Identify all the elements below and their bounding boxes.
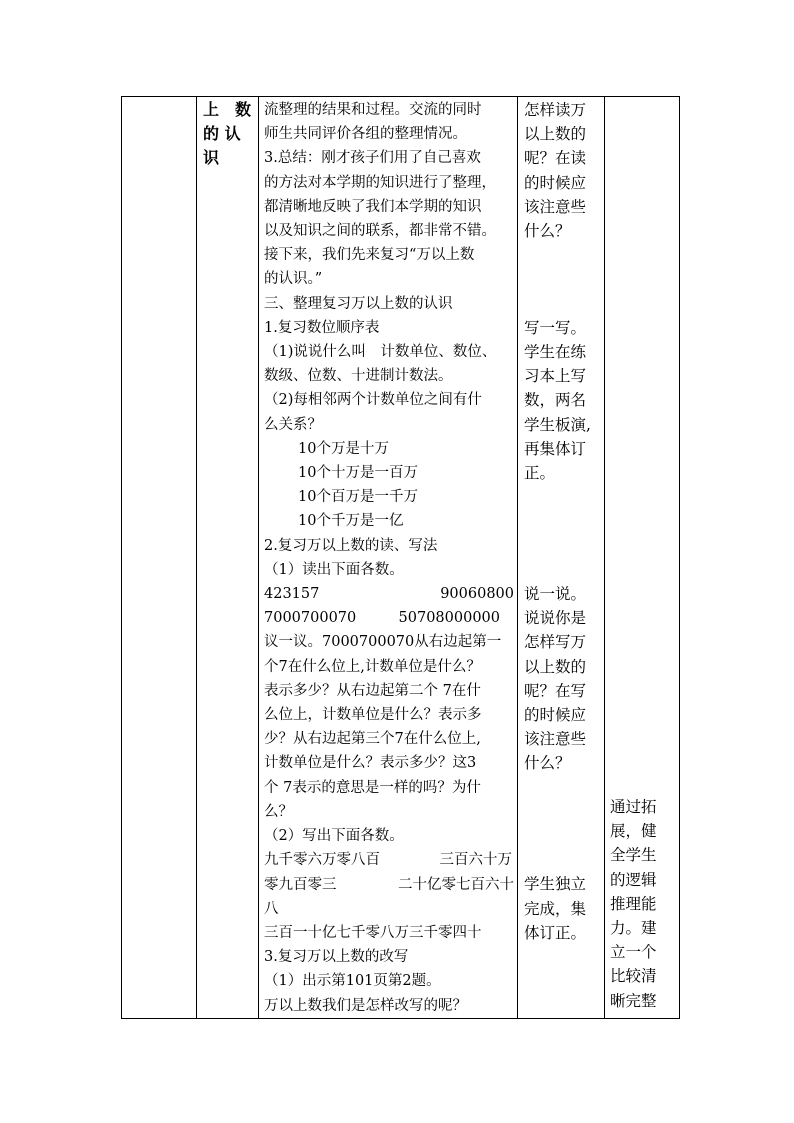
unit-relation-line: 10个万是十万 (298, 440, 389, 457)
intent-line: 展，健 (610, 822, 657, 841)
text-line: 表示多少？从右边起第二个 7在什 (264, 682, 481, 699)
text-line: 3.复习万以上数的改写 (264, 949, 409, 966)
write-row (264, 848, 514, 872)
topic-column (197, 97, 259, 1019)
number-item: 50708000000 (398, 610, 500, 627)
write-row (264, 873, 514, 897)
unit-relation-line: 10个百万是一千万 (298, 489, 418, 506)
student-line: 以上数的 (524, 125, 587, 144)
text-line: 的认识。” (264, 271, 323, 288)
text-line: 议一议。7000700070从右边起第一 (264, 634, 502, 651)
student-line: 什么？ (524, 222, 571, 241)
student-activity-column (518, 97, 605, 1019)
student-line: 该注意些 (524, 730, 587, 749)
text-line: 数级、位数、十进制计数法。 (264, 368, 453, 385)
student-line: 怎样写万 (524, 633, 587, 652)
text-line: 么？ (264, 803, 293, 820)
text-line: （1）读出下面各数。 (264, 561, 404, 578)
topic-line: 上 数 (203, 100, 252, 119)
text-line: 么位上，计数单位是什么？表示多 (264, 707, 482, 724)
student-line: 学生独立 (524, 875, 587, 894)
number-item: 90060800 (440, 586, 514, 603)
text-line: 万以上数我们是怎样改写的呢？ (264, 997, 467, 1014)
text-line: 师生共同评价各组的整理情况。 (264, 126, 467, 143)
text-line: （2）写出下面各数。 (264, 828, 404, 845)
numbers-row (264, 582, 514, 606)
write-item: 九千零六万零八百 (264, 852, 380, 869)
intent-line: 力。建 (610, 919, 657, 938)
student-line: 的时候应 (524, 705, 587, 724)
teacher-activity-column (259, 97, 518, 1019)
student-line: 以上数的 (524, 657, 587, 676)
student-line: 再集体订 (524, 439, 587, 458)
text-line: 少？从右边起第三个7在什么位上, (264, 731, 481, 748)
intent-line: 推理能 (610, 894, 657, 913)
text-line: 2.复习万以上数的读、写法 (264, 537, 438, 554)
topic-line: 识 (203, 148, 220, 168)
write-item: 三百六十万 (439, 852, 512, 869)
text-line: 3.总结：刚才孩子们用了自己喜欢 (264, 150, 481, 167)
text-line: 个 7表示的意思是一样的吗？为什 (264, 779, 481, 796)
text-line: 么关系？ (264, 416, 322, 433)
text-line: 八 (264, 900, 279, 917)
student-line: 怎样读万 (524, 101, 587, 119)
text-line: （1）出示第101页第2题。 (264, 973, 441, 990)
student-line: 呢？在写 (524, 681, 587, 700)
unit-relation-line: 10个千万是一亿 (298, 513, 404, 530)
text-line: （1)说说什么叫 计数单位、数位、 (264, 344, 497, 361)
topic-line: 的 认 (203, 124, 241, 144)
number-item: 423157 (264, 586, 320, 603)
student-line: 该注意些 (524, 197, 587, 216)
student-line: 呢？在读 (524, 149, 587, 168)
student-line: 写一写。 (524, 318, 587, 337)
intent-line: 的逻辑 (610, 870, 657, 889)
student-line: 说说你是 (524, 609, 587, 628)
intent-line: 立一个 (610, 943, 657, 962)
write-item: 零九百零三 (264, 876, 337, 893)
text-line: 接下来，我们先来复习“万以上数 (264, 247, 475, 264)
write-item: 二十亿零七百六十 (398, 876, 514, 893)
text-line: 都清晰地反映了我们本学期的知识 (264, 198, 482, 215)
stage-column (122, 97, 197, 1019)
student-line: 学生板演, (524, 415, 591, 434)
intent-line: 通过拓 (610, 798, 657, 816)
text-line: （2)每相邻两个计数单位之间有什 (264, 392, 482, 409)
text-line: 三百一十亿七千零八万三千零四十 (264, 924, 482, 941)
intent-line: 比较清 (610, 967, 657, 986)
student-line: 什么？ (524, 754, 571, 773)
student-line: 数，两名 (524, 391, 587, 410)
section-heading: 三、整理复习万以上数的认识 (264, 295, 453, 312)
number-item: 7000700070 (264, 610, 357, 627)
text-line: 以及知识之间的联系，都非常不错。 (264, 223, 496, 240)
student-line: 正。 (524, 464, 556, 482)
unit-relation-line: 10个十万是一百万 (298, 465, 418, 482)
student-line: 完成，集 (524, 899, 587, 918)
student-line: 说一说。 (524, 584, 587, 603)
numbers-row (264, 606, 514, 630)
intent-line: 全学生 (610, 846, 657, 865)
student-line: 的时候应 (524, 173, 587, 192)
student-line: 习本上写 (524, 367, 587, 386)
text-line: 流整理的结果和过程。交流的同时 (264, 102, 482, 118)
intent-line: 晰完整 (610, 991, 657, 1010)
student-line: 学生在练 (524, 342, 587, 361)
design-intent-column (605, 97, 680, 1019)
text-line: 计数单位是什么？表示多少？这3 (264, 755, 477, 772)
text-line: 的方法对本学期的知识进行了整理， (264, 174, 496, 191)
student-line: 体订正。 (524, 923, 587, 942)
text-line: 个7在什么位上,计数单位是什么？ (264, 658, 481, 675)
text-line: 1.复习数位顺序表 (264, 319, 380, 336)
lesson-plan-table (121, 96, 680, 1019)
